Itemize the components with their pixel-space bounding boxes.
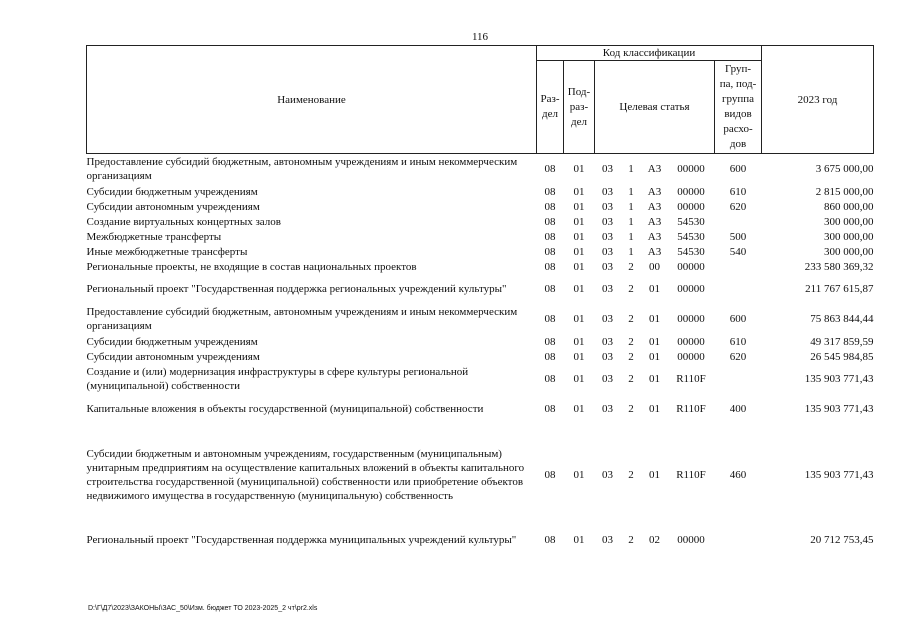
- cell-c2: 1: [628, 215, 634, 228]
- cell-c1: 03: [602, 230, 613, 243]
- header-podrazdel: Под- раз- дел: [564, 61, 595, 154]
- header-celevaya: Целевая статья: [595, 61, 715, 154]
- table-row: [87, 229, 874, 244]
- cell-rz: 08: [544, 215, 556, 228]
- cell-pr: 01: [573, 185, 585, 198]
- cell-rz: 08: [544, 534, 556, 546]
- cell-c4: 00000: [677, 185, 705, 198]
- page-number: 116: [471, 31, 489, 43]
- cell-c2: 2: [628, 335, 634, 348]
- cell-vr: [715, 214, 762, 229]
- cell-amount: 26 545 984,85: [810, 350, 874, 363]
- cell-vr: 610: [729, 185, 747, 198]
- cell-c4: 00000: [677, 200, 705, 213]
- cell-name: Субсидии автономным учреждениям: [86, 350, 260, 363]
- cell-pr: 01: [573, 230, 585, 243]
- cell-c2: 1: [628, 200, 634, 213]
- cell-c1: 03: [602, 403, 613, 415]
- cell-amount: 75 863 844,44: [810, 313, 874, 325]
- cell-amount: 300 000,00: [824, 230, 874, 243]
- cell-c1: 03: [602, 185, 613, 198]
- cell-amount: 233 580 369,32: [804, 260, 874, 273]
- cell-pr: 01: [573, 403, 585, 415]
- cell-pr: 01: [573, 163, 585, 175]
- spacer-cell: [87, 424, 874, 436]
- cell-vr: 400: [729, 403, 747, 415]
- budget-table: [86, 45, 874, 555]
- cell-amount: 2 815 000,00: [815, 185, 874, 198]
- cell-c4: R110F: [676, 468, 706, 481]
- cell-c1: 03: [602, 260, 613, 273]
- table-row: [87, 199, 874, 214]
- cell-c3: 00: [649, 260, 660, 273]
- cell-amount: 20 712 753,45: [810, 534, 874, 546]
- cell-vr: 610: [729, 335, 747, 348]
- cell-c3: 01: [649, 283, 660, 295]
- cell-c3: А3: [647, 200, 662, 213]
- cell-name: Капитальные вложения в объекты государственной (муниципальной) собственности: [86, 403, 484, 415]
- cell-rz: 08: [544, 260, 556, 273]
- cell-rz: 08: [544, 335, 556, 348]
- cell-rz: 08: [544, 313, 556, 325]
- cell-c2: 2: [628, 373, 634, 385]
- spacer-cell: [87, 513, 874, 525]
- cell-pr: 01: [573, 215, 585, 228]
- cell-c3: А3: [647, 163, 662, 175]
- cell-c2: 2: [628, 350, 634, 363]
- cell-amount: 211 767 615,87: [805, 283, 874, 295]
- cell-c4: 54530: [677, 245, 705, 258]
- table-row: [87, 274, 874, 304]
- cell-amount: 49 317 859,59: [810, 335, 874, 348]
- cell-rz: 08: [544, 373, 556, 385]
- cell-c1: 03: [602, 335, 613, 348]
- table-body: [87, 154, 874, 556]
- cell-vr: 460: [729, 468, 747, 481]
- cell-c2: 1: [628, 230, 634, 243]
- cell-c3: 02: [649, 534, 660, 546]
- cell-vr: 540: [729, 245, 747, 258]
- cell-pr: 01: [573, 200, 585, 213]
- cell-c4: R110F: [676, 373, 706, 385]
- cell-pr: 01: [573, 534, 585, 546]
- cell-c1: 03: [602, 350, 613, 363]
- cell-c2: 1: [628, 185, 634, 198]
- cell-c1: 03: [602, 283, 613, 295]
- cell-c1: 03: [602, 313, 613, 325]
- spacer-row: [87, 424, 874, 436]
- cell-c4: 00000: [677, 260, 705, 273]
- cell-name: Предоставление субсидий бюджетным, автономным учреждениям и иным некоммерческим организациям: [86, 306, 518, 332]
- table-row: [87, 214, 874, 229]
- cell-name: Межбюджетные трансферты: [86, 230, 222, 243]
- cell-rz: 08: [544, 163, 556, 175]
- cell-c2: 2: [628, 403, 634, 415]
- cell-c2: 2: [628, 283, 634, 295]
- cell-c1: 03: [602, 468, 613, 481]
- cell-c3: 01: [649, 335, 660, 348]
- cell-c4: 54530: [677, 215, 705, 228]
- cell-amount: 3 675 000,00: [815, 163, 874, 175]
- table-row: [87, 436, 874, 513]
- header-year: 2023 год: [762, 46, 874, 154]
- cell-c3: А3: [647, 215, 662, 228]
- cell-c4: 00000: [677, 313, 705, 325]
- table-row: [87, 184, 874, 199]
- cell-c1: 03: [602, 215, 613, 228]
- table-row: [87, 334, 874, 349]
- cell-vr: 600: [729, 163, 747, 175]
- cell-name: Региональные проекты, не входящие в состав национальных проектов: [86, 260, 417, 273]
- cell-name: Субсидии бюджетным и автономным учреждениям, государственным (муниципальным) унитарным предприятиям на осуществление капитальных вложений в объекты капитального строительства государственной (муниципальной) собственности или приобретение объектов недвижимого имущества в государственную (муниципальную) собственность: [86, 447, 525, 502]
- cell-pr: 01: [573, 350, 585, 363]
- cell-vr: [715, 274, 762, 304]
- cell-pr: 01: [573, 283, 585, 295]
- cell-c3: А3: [647, 230, 662, 243]
- cell-c3: А3: [647, 245, 662, 258]
- cell-pr: 01: [573, 245, 585, 258]
- table-row: [87, 154, 874, 185]
- header-name: Наименование: [87, 46, 537, 154]
- cell-rz: 08: [544, 350, 556, 363]
- cell-c4: 00000: [677, 163, 705, 175]
- cell-c2: 1: [628, 163, 634, 175]
- cell-c2: 2: [628, 534, 634, 546]
- cell-pr: 01: [573, 260, 585, 273]
- cell-rz: 08: [544, 403, 556, 415]
- cell-c4: 00000: [677, 335, 705, 348]
- cell-name: Предоставление субсидий бюджетным, автономным учреждениям и иным некоммерческим организациям: [86, 156, 518, 182]
- file-path-footer: D:\Г\Д7\2023\ЗАКОНЫ\ЗАС_50\Изм. бюджет ТО 2023-2025_2 чт\pr2.xls: [88, 605, 318, 612]
- cell-c3: 01: [649, 468, 660, 481]
- cell-pr: 01: [573, 373, 585, 385]
- cell-name: Субсидии бюджетным учреждениям: [86, 335, 258, 348]
- cell-amount: 300 000,00: [824, 245, 874, 258]
- cell-vr: 620: [729, 200, 747, 213]
- cell-rz: 08: [544, 283, 556, 295]
- header-razdel: Раз- дел: [537, 61, 564, 154]
- cell-rz: 08: [544, 468, 556, 481]
- cell-c3: 01: [649, 350, 660, 363]
- cell-name: Региональный проект "Государственная поддержка региональных учреждений культуры": [86, 283, 507, 295]
- cell-c4: 00000: [677, 283, 705, 295]
- cell-amount: 300 000,00: [824, 215, 874, 228]
- table-row: [87, 525, 874, 555]
- cell-c3: 01: [649, 403, 660, 415]
- cell-vr: 500: [729, 230, 747, 243]
- cell-c4: 54530: [677, 230, 705, 243]
- cell-name: Иные межбюджетные трансферты: [86, 245, 248, 258]
- cell-vr: 600: [729, 313, 747, 325]
- header-code-group: Код классификации: [537, 46, 762, 61]
- cell-c1: 03: [602, 534, 613, 546]
- cell-amount: 860 000,00: [824, 200, 874, 213]
- cell-name: Субсидии бюджетным учреждениям: [86, 185, 258, 198]
- cell-c1: 03: [602, 245, 613, 258]
- spacer-row: [87, 513, 874, 525]
- cell-amount: 135 903 771,43: [804, 468, 874, 481]
- cell-vr: [715, 364, 762, 394]
- cell-rz: 08: [544, 245, 556, 258]
- cell-pr: 01: [573, 335, 585, 348]
- cell-c4: 00000: [677, 350, 705, 363]
- cell-rz: 08: [544, 200, 556, 213]
- cell-c3: А3: [647, 185, 662, 198]
- cell-c3: 01: [649, 373, 660, 385]
- cell-pr: 01: [573, 313, 585, 325]
- cell-c4: 00000: [677, 534, 705, 546]
- table-row: [87, 394, 874, 424]
- cell-name: Региональный проект "Государственная поддержка муниципальных учреждений культуры": [86, 534, 517, 546]
- cell-name: Создание виртуальных концертных залов: [86, 215, 281, 228]
- table-row: [87, 364, 874, 394]
- table-row: [87, 259, 874, 274]
- cell-c1: 03: [602, 200, 613, 213]
- cell-vr: [715, 259, 762, 274]
- cell-amount: 135 903 771,43: [804, 373, 874, 385]
- cell-rz: 08: [544, 230, 556, 243]
- table-row: [87, 304, 874, 334]
- cell-pr: 01: [573, 468, 585, 481]
- cell-c2: 2: [628, 313, 634, 325]
- cell-c3: 01: [649, 313, 660, 325]
- cell-rz: 08: [544, 185, 556, 198]
- cell-c2: 2: [628, 468, 634, 481]
- table-row: [87, 244, 874, 259]
- cell-name: Создание и (или) модернизация инфраструктуры в сфере культуры региональной (муниципальной) собственности: [86, 366, 469, 392]
- cell-amount: 135 903 771,43: [804, 403, 874, 415]
- cell-c2: 1: [628, 245, 634, 258]
- cell-c2: 2: [628, 260, 634, 273]
- cell-vr: [715, 525, 762, 555]
- table-row: [87, 349, 874, 364]
- cell-vr: 620: [729, 350, 747, 363]
- cell-c4: R110F: [676, 403, 706, 415]
- header-vid: Груп- па, под- группа видов расхо- дов: [715, 61, 762, 154]
- cell-name: Субсидии автономным учреждениям: [86, 200, 260, 213]
- cell-c1: 03: [602, 373, 613, 385]
- cell-c1: 03: [602, 163, 613, 175]
